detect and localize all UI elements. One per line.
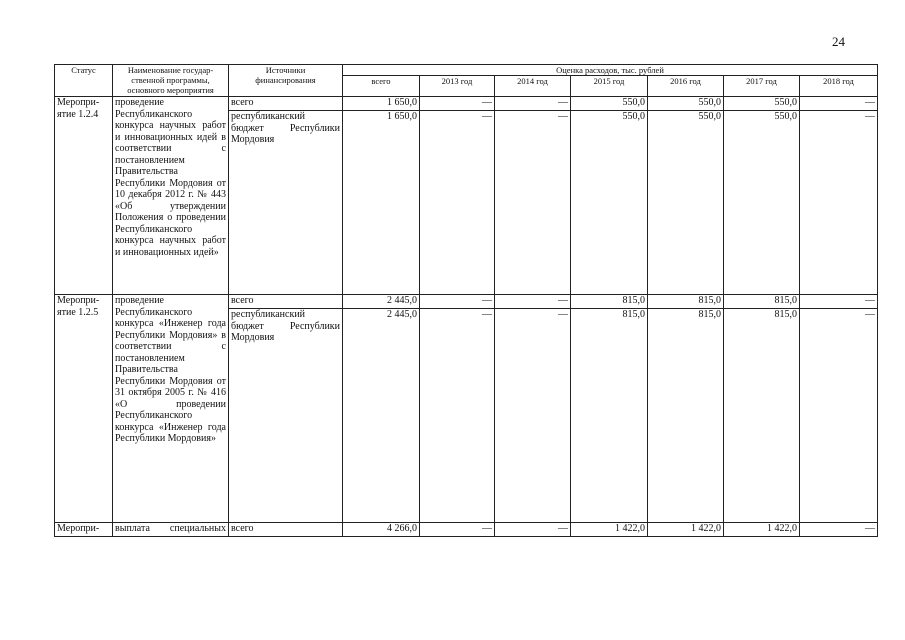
source-label-cell: республиканский бюджет Республики Мордовия <box>229 309 343 523</box>
year-2014-cell: — <box>495 295 571 309</box>
year-2016-cell: 1 422,0 <box>648 523 724 537</box>
year-2017-cell: 1 422,0 <box>724 523 800 537</box>
source-label-cell: всего <box>229 523 343 537</box>
year-2016-cell: 550,0 <box>648 111 724 295</box>
table-row <box>55 97 878 111</box>
year-2015-cell: 815,0 <box>571 295 648 309</box>
measure-name-cell: проведение Республиканского конкурса «Инженер года Республики Мордовия» в соответствии с постановлением Правительства Республики Мордовия от 31 октября 2005 г. № 416 «О проведении Республиканского конкурса «Инженер года Республики Мордовия» <box>113 295 229 523</box>
source-label-cell: всего <box>229 295 343 309</box>
header-name-line3: основного мероприятия <box>127 85 214 95</box>
year-2018-cell: — <box>800 295 878 309</box>
measure-name-cell: выплата специальных <box>113 523 229 537</box>
year-2014-cell: — <box>495 523 571 537</box>
source-label-cell: всего <box>229 97 343 111</box>
total-cell: 2 445,0 <box>343 309 420 523</box>
year-2018-cell: — <box>800 309 878 523</box>
header-year-2016: 2016 год <box>648 76 724 97</box>
year-2014-cell: — <box>495 97 571 111</box>
year-2015-cell: 550,0 <box>571 97 648 111</box>
total-cell: 2 445,0 <box>343 295 420 309</box>
year-2013-cell: — <box>420 309 495 523</box>
header-source-line2: финансирования <box>255 75 316 85</box>
year-2015-cell: 550,0 <box>571 111 648 295</box>
year-2018-cell: — <box>800 523 878 537</box>
table-row <box>55 523 878 537</box>
year-2015-cell: 1 422,0 <box>571 523 648 537</box>
year-2014-cell: — <box>495 111 571 295</box>
year-2013-cell: — <box>420 523 495 537</box>
total-cell: 4 266,0 <box>343 523 420 537</box>
source-label-cell: республиканский бюджет Республики Мордовия <box>229 111 343 295</box>
year-2017-cell: 550,0 <box>724 97 800 111</box>
header-year-2013: 2013 год <box>420 76 495 97</box>
year-2018-cell: — <box>800 111 878 295</box>
year-2017-cell: 550,0 <box>724 111 800 295</box>
year-2016-cell: 815,0 <box>648 295 724 309</box>
status-cell: Меропри-ятие 1.2.5 <box>55 295 113 523</box>
year-2013-cell: — <box>420 295 495 309</box>
total-cell: 1 650,0 <box>343 97 420 111</box>
header-name-line1: Наименование государ- <box>127 65 214 75</box>
year-2013-cell: — <box>420 111 495 295</box>
total-cell: 1 650,0 <box>343 111 420 295</box>
header-year-2017: 2017 год <box>724 76 800 97</box>
year-2016-cell: 550,0 <box>648 97 724 111</box>
measure-name-cell: проведение Республиканского конкурса научных работ и инновационных идей в соответствии с постановлением Правительства Республики Мордовия от 10 декабря 2012 г. № 443 «Об утверждении Положения о проведении Республиканского конкурса научных работ и инновационных идей» <box>113 97 229 295</box>
year-2015-cell: 815,0 <box>571 309 648 523</box>
header-total: всего <box>343 76 420 97</box>
year-2014-cell: — <box>495 309 571 523</box>
header-source <box>229 65 343 97</box>
year-2017-cell: 815,0 <box>724 295 800 309</box>
year-2017-cell: 815,0 <box>724 309 800 523</box>
table-row <box>55 295 878 309</box>
header-year-2015: 2015 год <box>571 76 648 97</box>
page-number: 24 <box>832 34 845 49</box>
year-2016-cell: 815,0 <box>648 309 724 523</box>
header-name <box>113 65 229 97</box>
status-cell: Меропри- <box>55 523 113 537</box>
header-source-line1: Источники <box>265 65 306 75</box>
header-year-2018: 2018 год <box>800 76 878 97</box>
status-cell: Меропри-ятие 1.2.4 <box>55 97 113 295</box>
header-year-2014: 2014 год <box>495 76 571 97</box>
header-estimate: Оценка расходов, тыс. рублей <box>343 65 878 76</box>
budget-table <box>54 64 878 537</box>
header-name-line2: ственной программы, <box>131 75 210 85</box>
header-status: Статус <box>55 65 113 97</box>
year-2018-cell: — <box>800 97 878 111</box>
year-2013-cell: — <box>420 97 495 111</box>
